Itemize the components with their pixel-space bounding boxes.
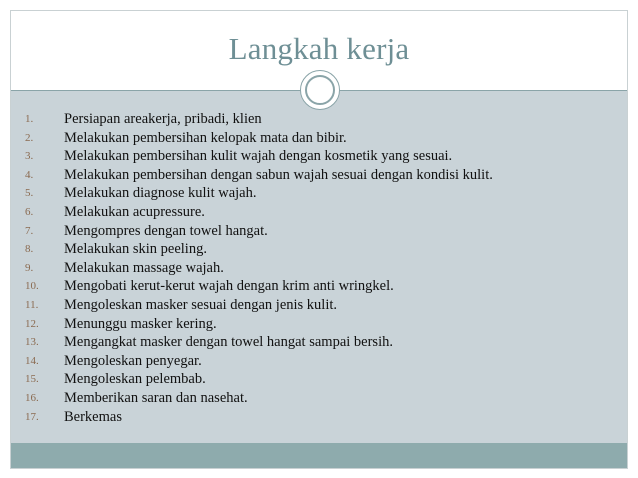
list-item-number: 15. [25,373,39,386]
list-item-number: 10. [25,280,39,293]
list-item-text: Mengoleskan masker sesuai dengan jenis kulit. [64,296,338,313]
list-item-text: Mengangkat masker dengan towel hangat sampai bersih. [64,334,393,351]
list-item-text: Melakukan pembersihan kulit wajah dengan kosmetik yang sesuai. [64,148,453,165]
list-item-text: Melakukan pembersihan kelopak mata dan bibir. [64,129,347,146]
list-item-text: Berkemas [64,408,122,425]
list-item-text: Menunggu masker kering. [64,315,217,332]
footer-band [11,443,627,468]
list-item-number: 6. [25,205,34,218]
list-item-number: 11. [25,298,39,311]
list-item-text: Mengoleskan penyegar. [64,352,202,369]
list-item-text: Melakukan acupressure. [64,203,205,220]
list-item-text: Persiapan areakerja, pribadi, klien [64,111,262,127]
list-item-text: Mengobati kerut-kerut wajah dengan krim anti wringkel. [64,278,394,295]
list-item-number: 8. [25,243,34,256]
list-item-number: 2. [25,131,34,144]
list-item-number: 17. [25,410,39,423]
list-item-text: Melakukan skin peeling. [64,241,207,258]
list-item-number: 4. [25,168,34,181]
slide [10,10,628,469]
list-item-text: Melakukan diagnose kulit wajah. [64,185,257,202]
list-item-text: Melakukan pembersihan dengan sabun wajah sesuai dengan kondisi kulit. [64,166,493,183]
list-item-number: 7. [25,224,34,237]
list-item-number: 9. [25,261,34,274]
list-item-text: Memberikan saran dan nasehat. [64,389,248,406]
list-item-number: 13. [25,336,39,349]
list-item-number: 1. [25,113,34,125]
list-item-number: 5. [25,187,34,200]
divider-ornament-icon [300,70,340,110]
list-item-number: 14. [25,354,39,367]
list-item-number: 16. [25,391,39,404]
divider-ornament-inner-ring [305,75,335,105]
list-item-number: 12. [25,317,39,330]
list-item-text: Mengoleskan pelembab. [64,371,206,388]
slide-title: Langkah kerja [228,31,410,66]
list-item-number: 3. [25,150,34,163]
list-item-text: Mengompres dengan towel hangat. [64,222,268,239]
list-item-text: Melakukan massage wajah. [64,259,224,276]
